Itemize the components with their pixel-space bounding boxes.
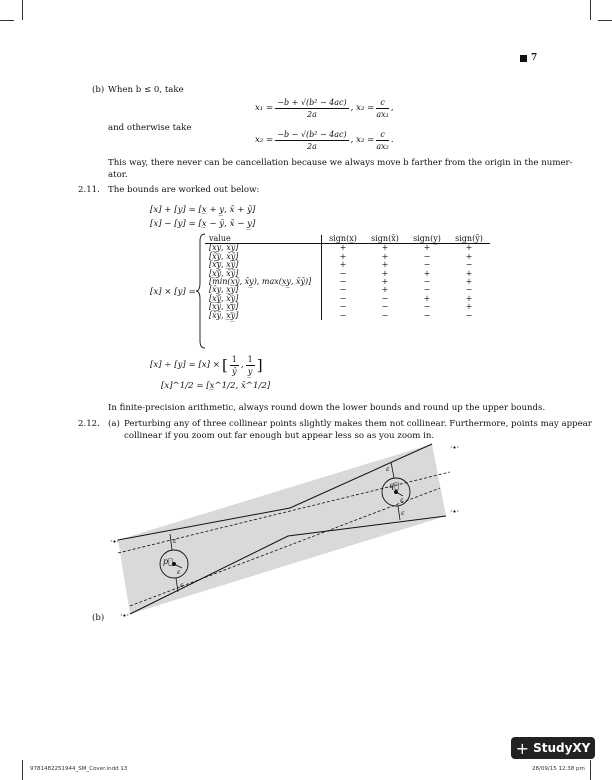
row-value: [x̲ȳ, x̄y̲] — [205, 295, 322, 303]
cell: − — [423, 260, 431, 270]
ellipsis: ·∙· — [450, 443, 460, 452]
cell: + — [339, 260, 347, 270]
eq2-num: −b − √(b² − 4ac) — [277, 130, 347, 139]
brand-name: StudyXY — [533, 741, 591, 755]
table-row — [205, 312, 490, 320]
cell: − — [339, 310, 347, 320]
cell: − — [423, 251, 431, 261]
b-figure-label: (b) — [92, 613, 105, 623]
equation-2 — [255, 129, 394, 152]
tolerance-band — [118, 444, 446, 614]
item-2-11-text: The bounds are worked out below: — [108, 185, 260, 195]
footer-file: 9781482251944_SM_Cover.indd 13 — [30, 766, 128, 772]
epsilon-label: ε — [173, 537, 177, 545]
cell: + — [423, 293, 431, 303]
studyxy-badge[interactable] — [511, 737, 595, 759]
table-row — [205, 261, 490, 269]
header-sign-yhigh: sign(ȳ) — [448, 235, 490, 244]
cell: + — [465, 243, 473, 253]
cell: − — [423, 310, 431, 320]
note-line-2: ator. — [108, 170, 128, 180]
cell: − — [381, 310, 389, 320]
cell: − — [339, 277, 347, 287]
eq1-num: −b + √(b² − 4ac) — [277, 98, 347, 107]
cell: + — [465, 277, 473, 287]
eq1-num2: c — [376, 97, 389, 109]
ellipsis: ·∙· — [450, 507, 460, 516]
cell: − — [423, 302, 431, 312]
crop-mark — [0, 20, 14, 21]
cell: + — [465, 268, 473, 278]
cell: − — [423, 285, 431, 295]
plus-icon: + — [515, 738, 530, 758]
epsilon-label: ε — [386, 465, 390, 473]
sign-table-header — [205, 235, 490, 244]
division-comma: , — [240, 360, 244, 370]
cell: − — [465, 310, 473, 320]
ellipsis: ·∙· — [110, 537, 120, 546]
a-line-2: collinear if you zoom out far enough but appear less so as you zoom in. — [124, 431, 435, 441]
cell: − — [465, 285, 473, 295]
footer-date: 28/09/15 12:38 pm — [532, 766, 585, 772]
b-label: (b) — [92, 85, 105, 95]
table-row — [205, 286, 490, 294]
cell: + — [381, 268, 389, 278]
division-num1: 1 — [231, 355, 237, 364]
a-line-1: Perturbing any of three collinear points slightly makes them not collinear. Furthermore, points may appear — [124, 419, 592, 429]
row-value: [min(x̲ȳ, x̄y̲), max(x̲y̲, x̄ȳ)] — [205, 278, 322, 286]
eq2-end: . — [390, 135, 394, 145]
division-den1: ȳ — [232, 367, 237, 376]
eq2-lhs: x₂ = — [255, 135, 274, 145]
cell: + — [381, 251, 389, 261]
cell: + — [423, 268, 431, 278]
table-row — [205, 253, 490, 261]
row-value: [x̲ȳ, x̲y̲] — [205, 303, 322, 311]
header-square-icon — [520, 55, 527, 62]
row-value: [x̄y̲, x̲y̲] — [205, 286, 322, 294]
division-bracket-close: ] — [256, 356, 263, 374]
q-label: q⃗ — [389, 481, 399, 490]
note-line-1: This way, there never can be cancellation because we always move b farther from the origin in the numer- — [108, 158, 573, 168]
otherwise-text: and otherwise take — [108, 123, 192, 133]
row-value: [x̲y̲, x̄ȳ] — [205, 244, 322, 253]
division-den2: y̲ — [247, 367, 253, 376]
eq1-mid: , x₂ = — [350, 103, 375, 113]
header-sign-ylow: sign(y̲) — [406, 235, 448, 244]
table-row — [205, 303, 490, 311]
cell: − — [339, 268, 347, 278]
cell: − — [339, 302, 347, 312]
header-sign-xlow: sign(x̲) — [322, 235, 365, 244]
crop-mark — [598, 20, 612, 21]
sum-formula: [x] + [y] = [x̲ + y̲, x̄ + ȳ] — [150, 205, 256, 215]
sqrt-formula: [x]^1/2 = [x̲^1/2, x̄^1/2] — [161, 381, 271, 391]
ellipsis: ·∙· — [120, 611, 130, 620]
cell: + — [381, 243, 389, 253]
crop-mark — [590, 760, 591, 780]
rounding-text: In finite-precision arithmetic, always round down the lower bounds and round up the upper bounds. — [108, 403, 546, 413]
cell: − — [465, 260, 473, 270]
eq1-end: , — [390, 103, 394, 113]
crop-mark — [22, 760, 23, 780]
eq2-num2: c — [376, 129, 389, 141]
row-value: [x̄ȳ, x̲y̲] — [205, 312, 322, 320]
division-formula — [150, 354, 263, 377]
cell: + — [381, 260, 389, 270]
row-value: [x̄y̲, x̲ȳ] — [205, 261, 322, 269]
product-lhs: [x] × [y] = — [150, 287, 196, 297]
item-2-11-number: 2.11. — [78, 185, 100, 195]
diff-formula: [x] − [y] = [x̲ − ȳ, x̄ − y̲] — [150, 219, 256, 229]
eq2-den2: ax₂ — [376, 142, 389, 151]
eq1-den: 2a — [307, 110, 317, 119]
eq2-den: 2a — [307, 142, 317, 151]
cell: + — [381, 285, 389, 295]
cell: + — [465, 293, 473, 303]
cell: + — [381, 277, 389, 287]
crop-mark — [590, 0, 591, 20]
cell: − — [423, 277, 431, 287]
collinearity-figure — [110, 440, 470, 625]
table-row — [205, 295, 490, 303]
b-intro: When b ≤ 0, take — [108, 85, 184, 95]
cell: + — [339, 243, 347, 253]
cell: − — [381, 302, 389, 312]
page-number: 7 — [531, 53, 538, 63]
row-value: [x̄y̲, x̄ȳ] — [205, 253, 322, 261]
item-2-12-number: 2.12. — [78, 419, 100, 429]
header-sign-xhigh: sign(x̄) — [364, 235, 406, 244]
cell: + — [423, 243, 431, 253]
cell: + — [465, 302, 473, 312]
eq2-mid: , x₂ = — [350, 135, 375, 145]
division-lhs: [x] ÷ [y] = [x] × — [150, 360, 220, 370]
p-label: p⃗ — [163, 557, 173, 566]
division-num2: 1 — [247, 355, 253, 364]
row-value: [x̲ȳ, x̄ȳ] — [205, 270, 322, 278]
equation-1 — [255, 97, 394, 120]
epsilon-label: ε — [177, 568, 181, 576]
cell: − — [339, 285, 347, 295]
epsilon-label: ε — [400, 496, 404, 504]
table-row — [205, 278, 490, 286]
cell: + — [465, 251, 473, 261]
epsilon-label: ε — [401, 509, 405, 517]
division-bracket-open: [ — [221, 356, 228, 374]
epsilon-label: ε — [180, 581, 184, 589]
cell: − — [339, 293, 347, 303]
cell: + — [339, 251, 347, 261]
cell: − — [381, 293, 389, 303]
table-row — [205, 244, 490, 253]
header-value: value — [205, 235, 322, 244]
sign-table-wrapper — [205, 235, 490, 320]
sign-table — [205, 235, 490, 320]
eq1-den2: ax₁ — [376, 110, 389, 119]
eq1-lhs: x₁ = — [255, 103, 274, 113]
crop-mark — [22, 0, 23, 20]
a-label: (a) — [108, 419, 120, 429]
